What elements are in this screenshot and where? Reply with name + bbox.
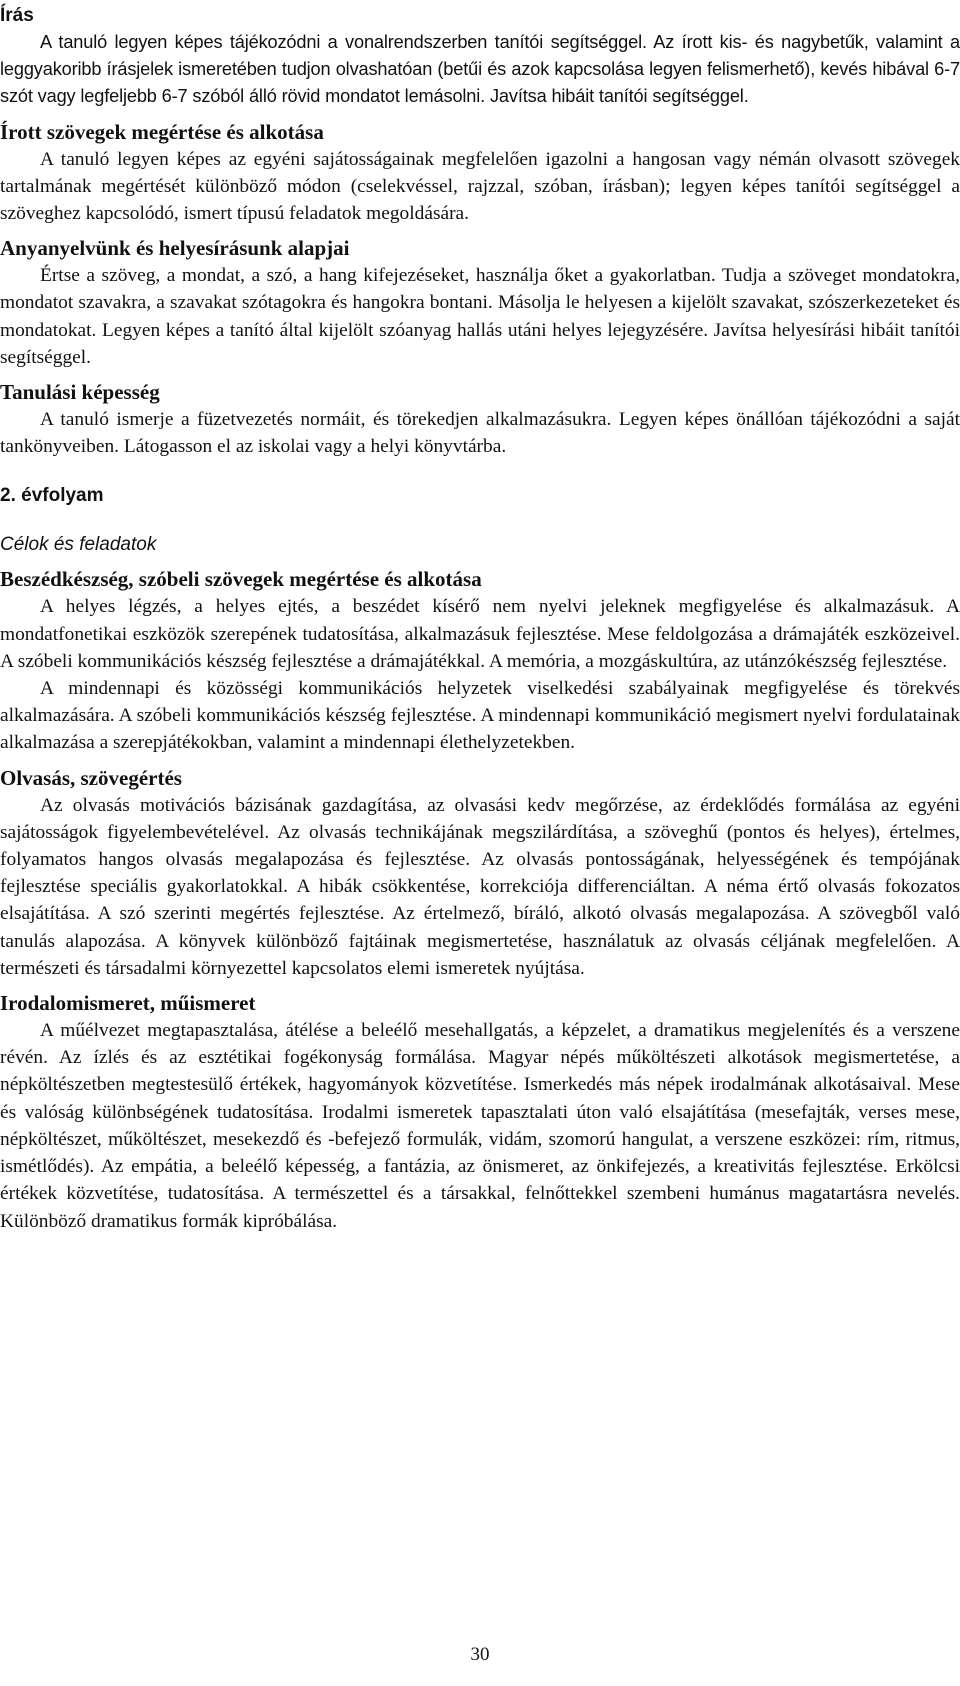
section-heading: Anyanyelvünk és helyesírásunk alapjai <box>0 236 350 261</box>
section-beszedkeszseg <box>0 566 960 756</box>
section-heading: Írott szövegek megértése és alkotása <box>0 119 324 144</box>
section-heading: Olvasás, szövegértés <box>0 765 182 790</box>
section-iras <box>0 2 960 111</box>
goals-title: Célok és feladatok <box>0 534 157 556</box>
section-paragraph: Az olvasás motivációs bázisának gazdagítása, az olvasási kedv megőrzése, az érdeklődés formálása az egyéni sajátosságok figyelembevételével. Az olvasás technikájának megszilárdítása, a szöveghű (pontos és helyes), értelmes, folyamatos hangos olvasás megalapozása és fejlesztése. Az olvasás pontosságának, helyességének és tempójának fejlesztése speciális gyakorlatokkal. A hibák csökkentése, korrekciója differenciáltan. A néma értő olvasás fokozatos elsajátítása. A szó szerinti megértés fejlesztése. Az értelmező, bíráló, alkotó olvasás megalapozása. A szövegből való tanulás alapozása. A könyvek különböző fajtáinak megismertetése, használatuk az olvasás céljának megfelelően. A természeti és társadalmi környezettel kapcsolatos elemi ismeretek nyújtása. <box>0 794 960 979</box>
grade-title: 2. évfolyam <box>0 485 104 507</box>
page-number: 30 <box>470 1644 490 1665</box>
section-irodalomismeret <box>0 990 960 1235</box>
section-irott-szovegek <box>0 119 960 228</box>
section-paragraph: A műélvezet megtapasztalása, átélése a beleélő mesehallgatás, a képzelet, a dramatikus megjelenítés és a verszene révén. Az ízlés és az esztétikai fogékonyság formálása. Magyar népés műköltészeti alkotások megismertetése, a népköltészetben megtestesülő értékek, hagyományok közvetítése. Ismerkedés más népek irodalmának alkotásaival. Mese és valóság különbségének tudatosítása. Irodalmi ismeretek tapasztalati úton való elsajátítása (mesefajták, verses mese, népköltészet, műköltészet, mesekezdő és -befejező formulák, vidám, szomorú hangulat, a verszene eszközei: rím, ritmus, ismétlődés). Az empátia, a beleélő képesség, a fantázia, az önismeret, az önkifejezés, a kreativitás fejlesztése. Erkölcsi értékek közvetítése, tudatosítása. A természettel és a társakkal, felnőttekkel szembeni humánus magatartásra nevelés. Különböző dramatikus formák kipróbálása. <box>0 1020 960 1232</box>
section-paragraph: Értse a szöveg, a mondat, a szó, a hang kifejezéseket, használja őket a gyakorlatban. Tudja a szöveget mondatokra, mondatot szavakra, a szavakat szótagokra és hangokra bontani. Másolja le helyesen a kijelölt szavakat, szószerkezeteket és mondatokat. Legyen képes a tanító által kijelölt szóanyag hallás utáni helyes lejegyzésére. Javítsa helyesírási hibáit tanítói segítséggel. <box>0 265 960 368</box>
section-heading: Írás <box>0 5 34 26</box>
section-heading: Beszédkészség, szóbeli szövegek megértése és alkotása <box>0 567 482 592</box>
section-heading: Tanulási képesség <box>0 380 160 405</box>
section-anyanyelvunk <box>0 235 960 371</box>
section-olvasas <box>0 765 960 982</box>
section-paragraph: A tanuló ismerje a füzetvezetés normáit, és törekedjen alkalmazásukra. Legyen képes önállóan tájékozódni a saját tankönyveiben. Látogasson el az iskolai vagy a helyi könyvtárba. <box>0 409 960 458</box>
section-paragraph: A mindennapi és közösségi kommunikációs helyzetek viselkedési szabályainak megfigyelése és törekvés alkalmazására. A szóbeli kommunikációs készség fejlesztése. A mindennapi kommunikáció megismert nyelvi fordulatainak alkalmazása a szerepjátékokban, valamint a mindennapi élethelyzetekben. <box>0 678 960 754</box>
section-tanulasi-kepesseg <box>0 379 960 460</box>
section-paragraph: A tanuló legyen képes az egyéni sajátosságainak megfelelően igazolni a hangosan vagy némán olvasott szövegek tartalmának megértését különböző módon (cselekvéssel, rajzzal, szóban, írásban); legyen képes tanítói segítséggel a szöveghez kapcsolódó, ismert típusú feladatok megoldására. <box>0 148 960 225</box>
section-paragraph: A tanuló legyen képes tájékozódni a vonalrendszerben tanítói segítséggel. Az írott kis- és nagybetűk, valamint a leggyakoribb írásjelek ismeretében tudjon olvashatóan (betűi és azok kapcsolása legyen felismerhető), kevés hibával 6-7 szót vagy legfeljebb 6-7 szóból álló rövid mondatot lemásolni. Javítsa hibáit tanítói segítséggel. <box>0 32 960 107</box>
section-heading: Irodalomismeret, műismeret <box>0 991 256 1016</box>
section-paragraph: A helyes légzés, a helyes ejtés, a beszédet kísérő nem nyelvi jeleknek megfigyelése és alkalmazásuk. A mondatfonetikai eszközök szerepének tudatosítása, alkalmazásuk fejlesztése. Mese feldolgozása a drámajáték eszközeivel. A szóbeli kommunikációs készség fejlesztése a drámajátékkal. A memória, a mozgáskultúra, az utánzókészség fejlesztése. <box>0 596 960 672</box>
